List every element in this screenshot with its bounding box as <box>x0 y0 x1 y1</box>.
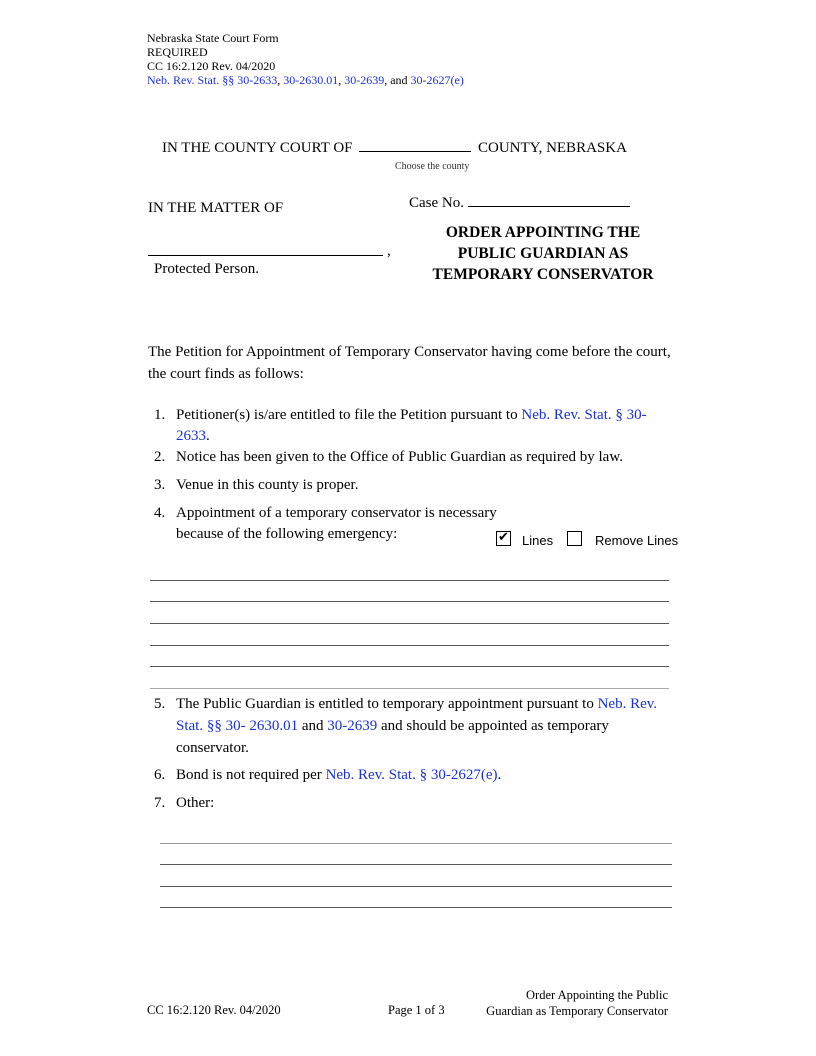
case-number-field[interactable] <box>468 194 630 207</box>
court-caption: IN THE COUNTY COURT OF COUNTY, NEBRASKA <box>162 140 627 156</box>
emergency-line[interactable] <box>150 645 669 646</box>
statute-link-30-2630-01[interactable]: 30-2630.01 <box>283 73 339 87</box>
footer-form-id: CC 16:2.120 Rev. 04/2020 <box>147 1003 281 1017</box>
other-line[interactable] <box>160 886 672 887</box>
footer-title: Order Appointing the Public Guardian as Temporary Conservator <box>486 988 668 1018</box>
remove-lines-checkbox[interactable] <box>567 531 582 546</box>
footer-page-number: Page 1 of 3 <box>388 1003 445 1017</box>
protected-person-name-field[interactable] <box>148 255 383 256</box>
other-line[interactable] <box>160 843 672 844</box>
statute-link[interactable]: Neb. Rev. Stat. § 30-2633 <box>176 407 647 444</box>
statute-link-30-2633[interactable]: Neb. Rev. Stat. §§ 30-2633 <box>147 73 278 87</box>
intro-paragraph: The Petition for Appointment of Temporary Conservator having come before the court, the court finds as follows: <box>148 344 671 382</box>
statute-link-30-2639[interactable]: 30-2639 <box>344 73 385 87</box>
statute-link[interactable]: Neb. Rev. Stat. § 30-2627(e) <box>325 767 498 783</box>
case-number: Case No. <box>409 194 630 212</box>
protected-person-label: Protected Person. <box>154 261 259 277</box>
emergency-line[interactable] <box>150 688 669 689</box>
statute-link[interactable]: 30-2639 <box>327 718 378 734</box>
form-header-id: CC 16:2.120 Rev. 04/2020 <box>147 59 276 73</box>
lines-checkbox-label: Lines <box>522 533 554 548</box>
county-hint: Choose the county <box>395 161 470 172</box>
county-field[interactable] <box>359 139 471 152</box>
form-header-state: Nebraska State Court Form <box>147 31 279 45</box>
other-line[interactable] <box>160 864 672 865</box>
lines-checkbox[interactable]: ✔ <box>496 531 511 546</box>
document-title: ORDER APPOINTING THE PUBLIC GUARDIAN AS TEMPORARY CONSERVATOR <box>432 224 654 283</box>
in-the-matter-of: IN THE MATTER OF <box>148 200 284 216</box>
form-header-required: REQUIRED <box>147 45 208 59</box>
emergency-line[interactable] <box>150 580 669 581</box>
emergency-line[interactable] <box>150 623 669 624</box>
comma: , <box>387 243 391 259</box>
statute-link[interactable]: Neb. Rev. Stat. §§ 30- 2630.01 <box>176 696 658 734</box>
statute-link-30-2627e[interactable]: 30-2627(e) <box>410 73 464 87</box>
other-line[interactable] <box>160 907 672 908</box>
form-header-statutes: Neb. Rev. Stat. §§ 30-2633, 30-2630.01, 30-2639, and 30-2627(e) <box>147 73 464 87</box>
form-header <box>147 31 464 87</box>
emergency-line[interactable] <box>150 601 669 602</box>
emergency-line[interactable] <box>150 666 669 667</box>
remove-lines-checkbox-label: Remove Lines <box>595 533 679 548</box>
